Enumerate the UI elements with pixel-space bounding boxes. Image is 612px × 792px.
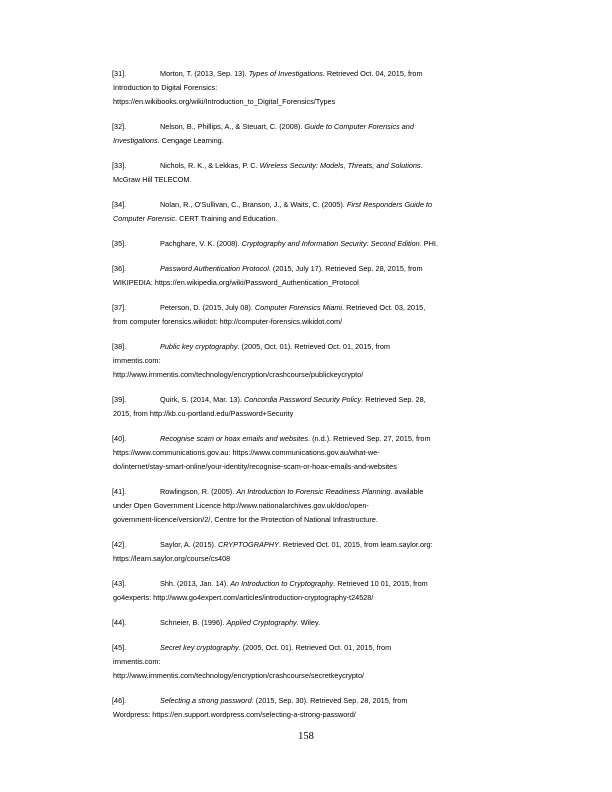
- reference-title: CRYPTOGRAPHY: [218, 540, 279, 549]
- reference-title: Cryptography and Information Security: Second Edition: [241, 239, 420, 248]
- reference-text: . (2015, Sep. 30). Retrieved Sep. 28, 2015, from: [251, 696, 408, 705]
- reference-text: . Retrieved 10 01, 2015, from: [333, 579, 428, 588]
- reference-first-line: [160, 618, 320, 627]
- reference-continuation: government-licence/version/2/, Centre for the Protection of National Infrastructure.: [113, 515, 378, 524]
- reference-continuation: go4experts: http://www.go4expert.com/articles/introduction-cryptography-t24528/: [113, 593, 374, 602]
- reference-entry: [113, 301, 523, 329]
- reference-first-line: [160, 239, 438, 248]
- page-number: 158: [298, 731, 314, 742]
- reference-text: . Retrieved Oct. 04, 2015, from: [322, 69, 423, 78]
- reference-number: [36].: [112, 264, 127, 273]
- reference-first-line: [160, 264, 423, 273]
- reference-text: Rowlingson, R. (2005).: [160, 487, 237, 496]
- reference-entry: [113, 432, 523, 474]
- reference-title: Concordia Password Security Policy: [243, 395, 362, 404]
- reference-number: [31].: [112, 69, 127, 78]
- reference-title: Password Authentication Protocol: [160, 264, 269, 273]
- reference-text: . Wiley.: [296, 618, 321, 627]
- reference-text: . Retrieved Oct. 03, 2015,: [342, 303, 426, 312]
- reference-continuation: http://www.irnmentis.com/technology/encryption/crashcourse/secretkeycrypto/: [113, 671, 365, 680]
- reference-title: An Introduction to Forensic Readiness Planning: [236, 487, 391, 496]
- reference-first-line: [160, 69, 423, 78]
- reference-continuation: https://www.communications.gov.au: https://www.communications.gov.au/what-we-: [113, 448, 380, 457]
- reference-first-line: [160, 342, 390, 351]
- reference-first-line: [160, 487, 423, 496]
- reference-number: [34].: [112, 200, 127, 209]
- reference-number: [37].: [112, 303, 127, 312]
- reference-number: [44].: [112, 618, 127, 627]
- reference-entry: [113, 120, 523, 148]
- reference-title: Selecting a strong password: [160, 696, 252, 705]
- reference-entry: [113, 159, 523, 187]
- reference-title: Recognise scam or hoax emails and websites: [160, 434, 309, 443]
- references-list: [113, 67, 523, 733]
- reference-title: Secret key cryptography: [160, 643, 239, 652]
- reference-continuation: under Open Government Licence http://www.nationalarchives.gov.uk/doc/open-: [113, 501, 369, 510]
- reference-text: Saylor, A. (2015).: [160, 540, 219, 549]
- reference-number: [41].: [112, 487, 127, 496]
- reference-title: Wireless Security: Models, Threats, and Solutions.: [259, 161, 423, 170]
- reference-title: An Introduction to Cryptography: [230, 579, 334, 588]
- reference-text: Nolan, R., O'Sullivan, C., Branson, J., & Waits, C. (2005).: [160, 200, 347, 209]
- reference-text: . (2015, July 17). Retrieved Sep. 28, 2015, from: [268, 264, 423, 273]
- reference-number: [40].: [112, 434, 127, 443]
- reference-continuation: Wordpress: https://en.support.wordpress.com/selecting-a-strong-password/: [113, 710, 356, 719]
- reference-number: [43].: [112, 579, 127, 588]
- reference-title: Public key cryptography: [160, 342, 238, 351]
- reference-continuation: from computer forensics.wikidot: http://computer-forensics.wikidot.com/: [113, 317, 343, 326]
- reference-text: Nelson, B., Phillips, A., & Steuart, C. (2008).: [160, 122, 305, 131]
- reference-text: . available: [390, 487, 424, 496]
- reference-continuation: Introduction to Digital Forensics:: [113, 83, 218, 92]
- reference-entry: [113, 67, 523, 109]
- reference-text: Nichols, R. K., & Lekkas, P. C.: [160, 161, 260, 170]
- reference-text: . CERT Training and Education.: [175, 214, 278, 223]
- reference-continuation: [113, 212, 523, 226]
- reference-title: Applied Cryptography: [226, 618, 297, 627]
- reference-entry: [113, 538, 523, 566]
- reference-number: [42].: [112, 540, 127, 549]
- reference-text: . Cengage Learning.: [157, 136, 224, 145]
- reference-title: Types of Investigations: [248, 69, 323, 78]
- reference-continuation: do/internet/stay-smart-online/your-identity/recognise-scam-or-hoax-emails-and-websites: [113, 462, 397, 471]
- reference-text: . (2005, Oct. 01). Retrieved Oct. 01, 2015, from: [237, 342, 390, 351]
- reference-text: Shh. (2013, Jan. 14).: [160, 579, 231, 588]
- reference-first-line: [160, 696, 407, 705]
- reference-number: [35].: [112, 239, 127, 248]
- reference-text: . (n.d.). Retrieved Sep. 27, 2015, from: [308, 434, 431, 443]
- reference-text: Pachghare, V. K. (2008).: [160, 239, 242, 248]
- reference-entry: [113, 641, 523, 683]
- reference-continuation: 2015, from http://kb.cu-portland.edu/Password+Security: [113, 409, 294, 418]
- reference-title: Computer Forensics Miami: [254, 303, 343, 312]
- reference-entry: [113, 262, 523, 290]
- reference-continuation: http://www.irnmentis.com/technology/encryption/crashcourse/publickeycrypto/: [113, 370, 364, 379]
- reference-continuation: [113, 134, 523, 148]
- reference-text: . PHI.: [419, 239, 438, 248]
- reference-text: Morton, T. (2013, Sep. 13).: [160, 69, 249, 78]
- reference-entry: [113, 694, 523, 722]
- reference-first-line: [160, 540, 433, 549]
- reference-first-line: [160, 122, 414, 131]
- reference-first-line: [160, 434, 431, 443]
- reference-continuation: McGraw Hill TELECOM.: [113, 175, 192, 184]
- reference-number: [46].: [112, 696, 127, 705]
- reference-continuation: irnmentis.com:: [113, 657, 161, 666]
- reference-text: Quirk, S. (2014, Mar. 13).: [160, 395, 244, 404]
- reference-entry: [113, 198, 523, 226]
- reference-number: [32].: [112, 122, 127, 131]
- reference-title: Investigations: [113, 136, 158, 145]
- reference-text: . Retrieved Sep. 28,: [361, 395, 426, 404]
- reference-entry: [113, 237, 523, 251]
- reference-continuation: https://en.wikibooks.org/wiki/Introduction_to_Digital_Forensics/Types: [113, 97, 336, 106]
- reference-text: . (2005, Oct. 01). Retrieved Oct. 01, 2015, from: [238, 643, 392, 652]
- reference-entry: [113, 393, 523, 421]
- reference-first-line: [160, 395, 426, 404]
- reference-entry: [113, 616, 523, 630]
- reference-title: Guide to Computer Forensics and: [304, 122, 414, 131]
- reference-continuation: irnmentis.com:: [113, 356, 161, 365]
- reference-text: Schneier, B. (1996).: [160, 618, 227, 627]
- reference-entry: [113, 577, 523, 605]
- reference-first-line: [160, 303, 425, 312]
- reference-text: Peterson, D. (2015, July 08).: [160, 303, 255, 312]
- reference-title: First Responders Guide to: [346, 200, 433, 209]
- reference-number: [33].: [112, 161, 127, 170]
- reference-entry: [113, 485, 523, 527]
- reference-first-line: [160, 200, 432, 209]
- reference-number: [38].: [112, 342, 127, 351]
- reference-continuation: https://learn.saylor.org/course/cs408: [113, 554, 231, 563]
- reference-number: [39].: [112, 395, 127, 404]
- reference-first-line: [160, 579, 428, 588]
- reference-continuation: WIKIPEDIA: https://en.wikipedia.org/wiki/Password_Authentication_Protocol: [113, 278, 359, 287]
- reference-first-line: [160, 643, 391, 652]
- reference-title: Computer Forensic: [113, 214, 176, 223]
- reference-entry: [113, 340, 523, 382]
- reference-text: . Retrieved Oct. 01, 2015, from learn.saylor.org:: [278, 540, 433, 549]
- reference-number: [45].: [112, 643, 127, 652]
- reference-first-line: [160, 161, 423, 170]
